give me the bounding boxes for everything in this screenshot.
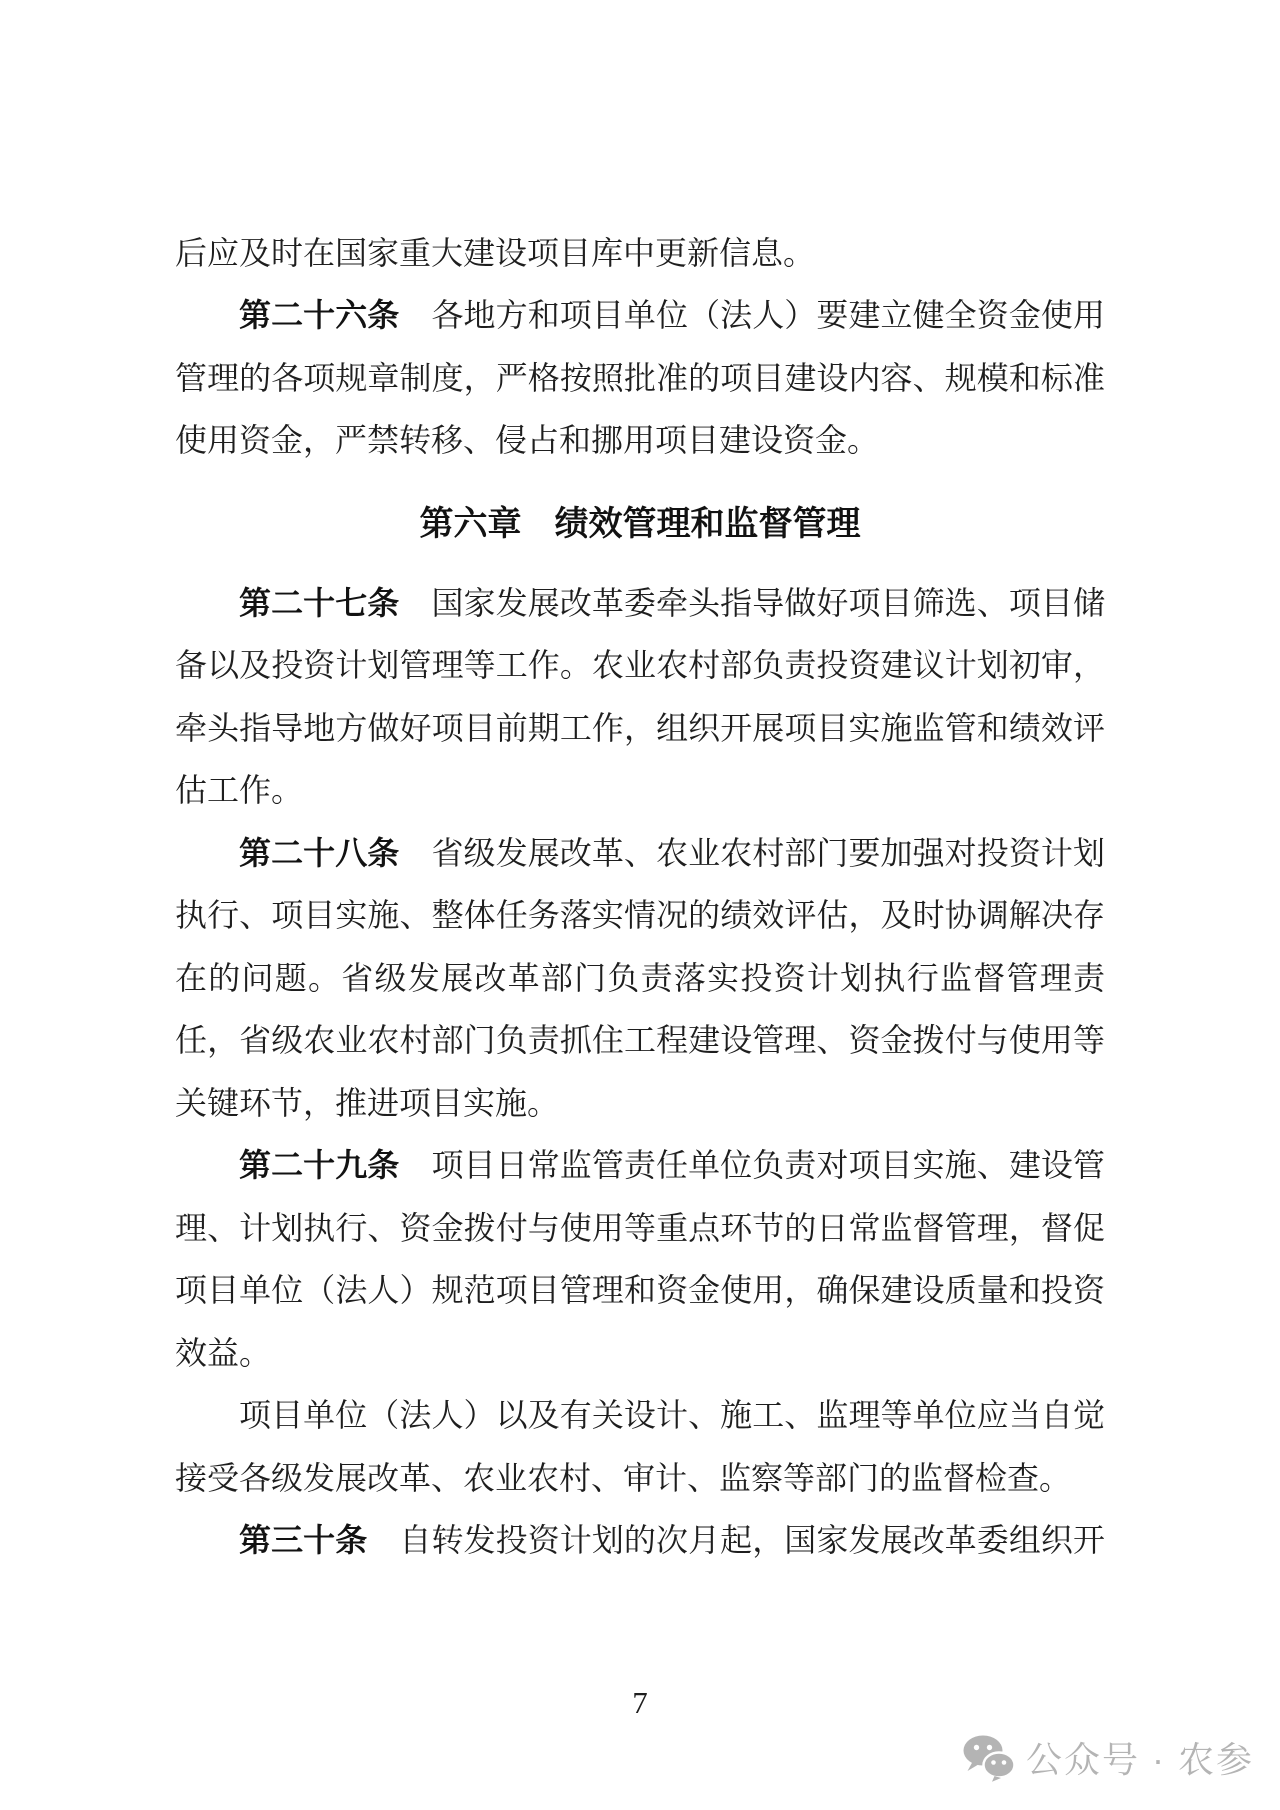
text-line — [175, 1322, 1105, 1385]
text-line — [175, 634, 1105, 697]
text-line — [175, 697, 1105, 760]
line-text: 项目单位（法人）规范项目管理和资金使用，确保建设质量和投资 — [175, 1272, 1105, 1309]
line-text: 自转发投资计划的次月起，国家发展改革委组织开 — [367, 1522, 1105, 1559]
line-text: 关键环节，推进项目实施。 — [175, 1084, 560, 1121]
text-line — [175, 1072, 1105, 1135]
text-line — [175, 409, 1105, 472]
text-line — [175, 572, 1105, 635]
chapter-heading — [175, 493, 1105, 556]
article-number: 第二十七条 — [239, 584, 400, 621]
text-line — [175, 1447, 1105, 1510]
text-line — [175, 1009, 1105, 1072]
line-text: 省级发展改革、农业农村部门要加强对投资计划 — [399, 834, 1105, 871]
text-line — [175, 884, 1105, 947]
text-line — [175, 822, 1105, 885]
text-line — [175, 1259, 1105, 1322]
line-text: 各地方和项目单位（法人）要建立健全资金使用 — [399, 297, 1105, 334]
text-line — [175, 222, 1105, 285]
line-text: 使用资金，严禁转移、侵占和挪用项目建设资金。 — [175, 422, 880, 459]
article-number: 第二十六条 — [239, 297, 400, 334]
text-line — [175, 1134, 1105, 1197]
line-text: 效益。 — [175, 1334, 272, 1371]
line-text: 备以及投资计划管理等工作。农业农村部负责投资建议计划初审， — [175, 647, 1105, 684]
line-text: 牵头指导地方做好项目前期工作，组织开展项目实施监管和绩效评 — [175, 709, 1105, 746]
wechat-icon — [962, 1734, 1016, 1787]
watermark-label: 公众号 · 农参 — [1026, 1739, 1254, 1780]
article-number: 第二十八条 — [239, 834, 400, 871]
line-text: 后应及时在国家重大建设项目库中更新信息。 — [175, 234, 816, 271]
line-text: 任，省级农业农村部门负责抓住工程建设管理、资金拨付与使用等 — [175, 1022, 1105, 1059]
line-text: 国家发展改革委牵头指导做好项目筛选、项目储 — [399, 584, 1105, 621]
article-number: 第二十九条 — [239, 1147, 400, 1184]
text-line — [175, 1509, 1105, 1572]
line-text: 估工作。 — [175, 772, 304, 809]
text-line — [175, 284, 1105, 347]
text-line — [175, 759, 1105, 822]
line-text: 执行、项目实施、整体任务落实情况的绩效评估，及时协调解决存 — [175, 897, 1105, 934]
text-line — [175, 1384, 1105, 1447]
line-text: 项目单位（法人）以及有关设计、施工、监理等单位应当自觉 — [239, 1397, 1105, 1434]
chapter-title: 绩效管理和监督管理 — [554, 504, 861, 543]
document-body — [175, 222, 1105, 1572]
line-text: 理、计划执行、资金拨付与使用等重点环节的日常监督管理，督促 — [175, 1209, 1105, 1246]
text-line — [175, 347, 1105, 410]
article-number: 第三十条 — [239, 1522, 368, 1559]
text-line — [175, 1197, 1105, 1260]
line-text: 在的问题。省级发展改革部门负责落实投资计划执行监督管理责 — [175, 959, 1105, 996]
chapter-number: 第六章 — [419, 504, 522, 543]
page-number: 7 — [632, 1685, 648, 1720]
line-text: 接受各级发展改革、农业农村、审计、监察等部门的监督检查。 — [175, 1459, 1072, 1496]
text-line — [175, 947, 1105, 1010]
line-text: 管理的各项规章制度，严格按照批准的项目建设内容、规模和标准 — [175, 359, 1105, 396]
watermark — [962, 1735, 1254, 1785]
line-text: 项目日常监管责任单位负责对项目实施、建设管 — [399, 1147, 1105, 1184]
